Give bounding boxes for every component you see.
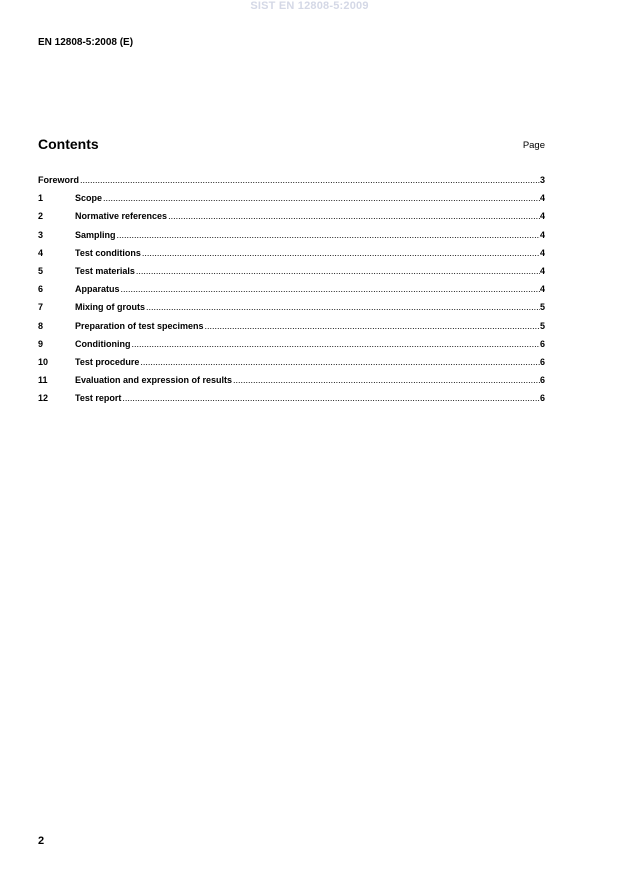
toc-leader [146,302,540,312]
toc-entry-title: Sampling [75,229,116,240]
toc-entry-page: 4 [539,265,545,276]
toc-entry-sampling[interactable] [38,230,545,248]
watermark: SIST EN 12808-5:2009 [250,0,369,12]
toc-entry-page: 4 [539,229,545,240]
toc-leader [136,266,540,276]
toc-entry-number: 10 [38,356,49,367]
toc-entry-title: Foreword [38,175,80,185]
toc-entry-title: Test report [75,393,122,404]
page-column-label: Page [522,140,545,151]
toc-entry-number: 12 [38,393,49,404]
page-number: 2 [38,835,45,847]
toc-entry-number: 2 [38,211,44,222]
toc-entry-title: Test materials [75,265,135,276]
toc-entry-number: 1 [38,193,44,204]
toc-entry-number: 7 [38,302,44,313]
toc-entry-mixing-of-grouts[interactable] [38,302,545,320]
toc-entry-number: 3 [38,229,44,240]
toc-leader [168,211,540,221]
toc-entry-page: 3 [539,175,545,185]
toc-leader [117,230,540,240]
toc-entry-normative-references[interactable] [38,211,545,229]
toc-entry-page: 5 [539,320,545,331]
toc-entry-page: 6 [539,393,545,404]
toc-entry-test-report[interactable] [38,393,545,411]
toc-entry-title: Preparation of test specimens [75,320,204,331]
toc-entry-title: Normative references [75,211,168,222]
toc-entry-test-procedure[interactable] [38,357,545,375]
toc-entry-conditioning[interactable] [38,339,545,357]
toc-entry-preparation-of-test-specimens[interactable] [38,321,545,339]
toc-entry-page: 4 [539,284,545,295]
toc-entry-title: Evaluation and expression of results [75,375,233,386]
toc-entry-number: 8 [38,320,44,331]
toc-entry-number: 5 [38,265,44,276]
toc-entry-test-materials[interactable] [38,266,545,284]
document-id: EN 12808-5:2008 (E) [38,37,134,48]
toc-entry-page: 5 [539,302,545,313]
toc-leader [233,375,540,385]
toc-entry-scope[interactable] [38,193,545,211]
toc-entry-evaluation-and-expression-of-results[interactable] [38,375,545,393]
toc-entry-page: 6 [539,338,545,349]
toc-entry-page: 6 [539,356,545,367]
toc-entry-number: 9 [38,338,44,349]
toc-leader [103,193,540,203]
toc-leader [121,284,540,294]
toc-entry-title: Mixing of grouts [75,302,145,313]
toc-entry-foreword[interactable] [38,175,545,193]
toc-leader [131,339,540,349]
toc-entry-title: Scope [75,193,103,204]
contents-heading: Contents [38,136,99,152]
toc-entry-page: 4 [539,211,545,222]
toc-entry-page: 4 [539,247,545,258]
toc-entry-page: 4 [539,193,545,204]
toc-entry-number: 11 [38,375,48,386]
toc-leader [122,393,540,403]
toc-leader [140,357,540,367]
toc-leader [80,175,540,185]
toc-entry-title: Apparatus [75,284,120,295]
toc-entry-number: 6 [38,284,44,295]
toc-leader [142,248,540,258]
toc-entry-number: 4 [38,247,44,258]
toc-entry-title: Test conditions [75,247,141,258]
toc-entry-title: Test procedure [75,356,140,367]
toc-entry-apparatus[interactable] [38,284,545,302]
toc-leader [205,321,540,331]
toc-entry-page: 6 [539,375,545,386]
table-of-contents [38,175,545,411]
toc-entry-title: Conditioning [75,338,131,349]
toc-entry-test-conditions[interactable] [38,248,545,266]
